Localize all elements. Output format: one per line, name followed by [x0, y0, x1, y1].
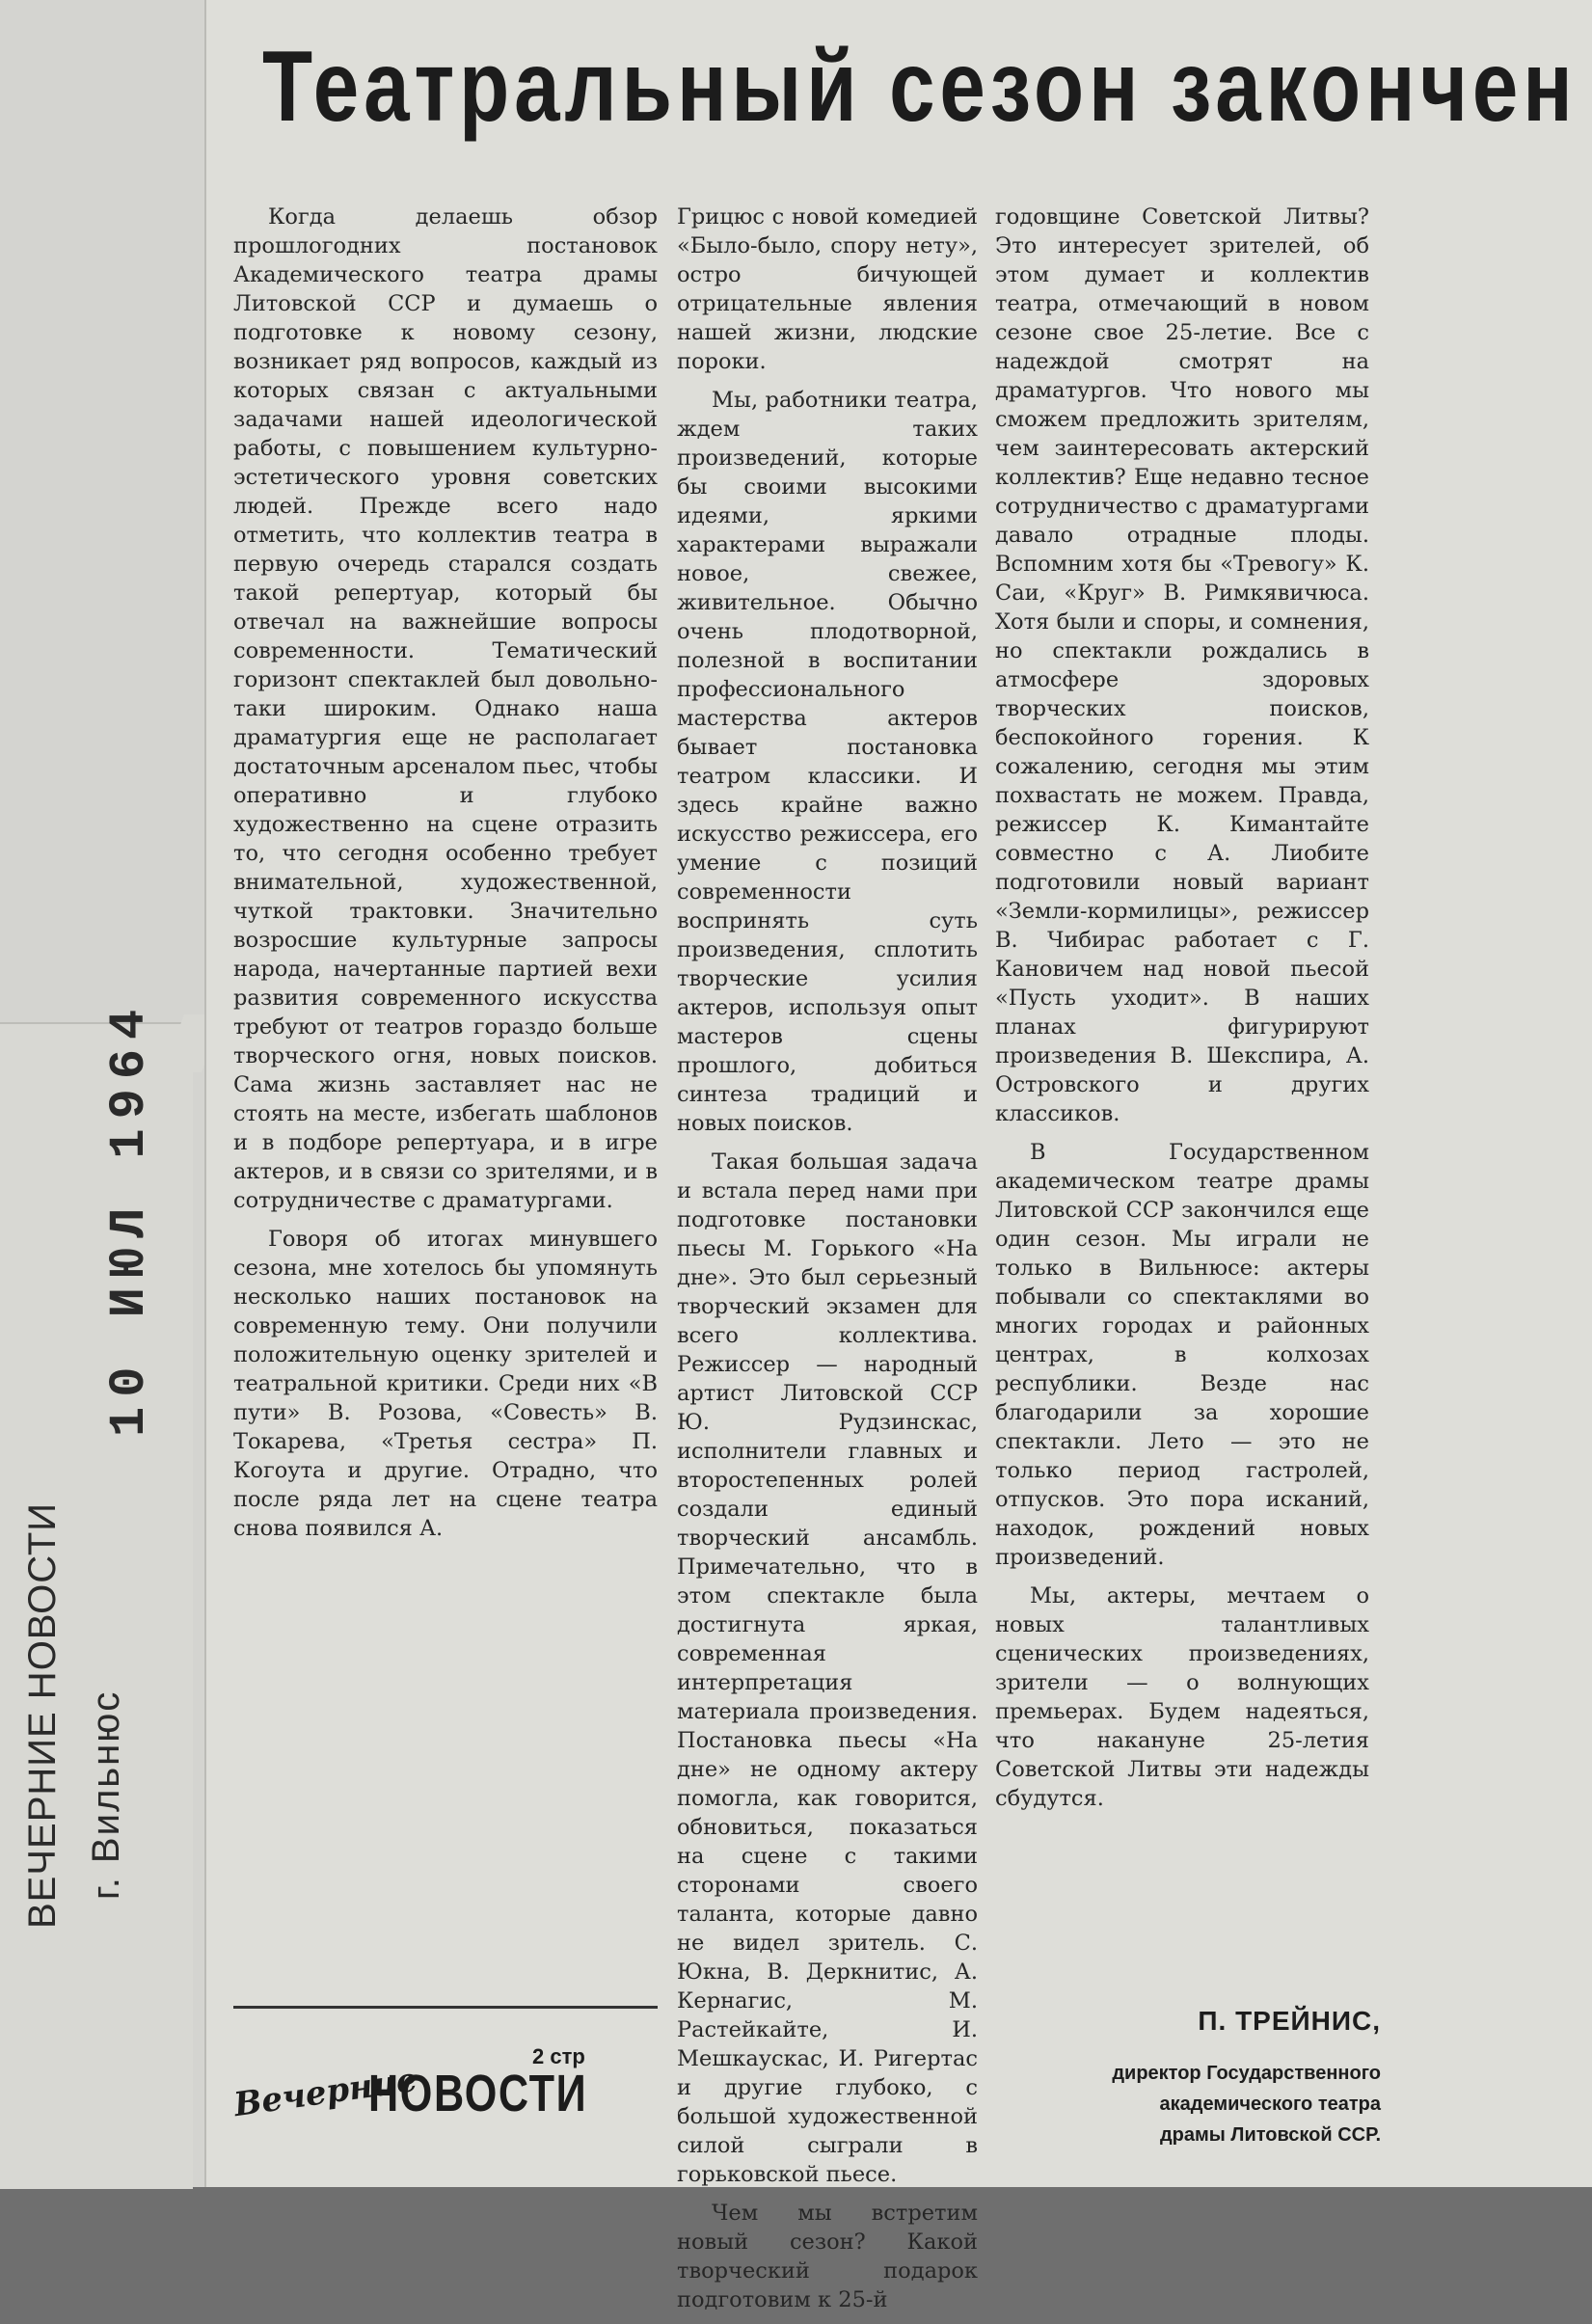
author-signature	[937, 2006, 1381, 2150]
newspaper-masthead	[233, 2044, 658, 2131]
paragraph: Говоря об итогах минувшего сезона, мне хотелось бы упомянуть несколько наших постановок на современную тему. Они получили положительную оценку зрителей и театральной критики. Среди них «В пути» В. Розова, «Совесть» В. Токарева, «Третья сестра» П. Когоута и другие. Отрадно, что после ряда лет на сцене театра снова появился А.	[233, 1227, 658, 1541]
source-city: г. Вильнюс	[85, 1689, 127, 1900]
paragraph: Мы, работники театра, ждем таких произведений, которые бы своими высокими идеями, яркими характерами выражали новое, свежее, живительное. Обычно очень плодотворной, полезной в воспитании профессионального мастерства актеров бывает постановка театром классики. И здесь крайне важно искусство режиссера, его умение с позиций современности воспринять суть произведения, сплотить творческие усилия актеров, используя опыт мастеров сцены прошлого, добиться синтеза традиций и новых поисков.	[677, 388, 978, 1136]
paragraph: Мы, актеры, мечтаем о новых талантливых сценических произведениях, зрители — о волнующих премьерах. Будем надеяться, что накануне 25-летия Советской Литвы эти надежды сбудутся.	[995, 1583, 1369, 1811]
paragraph: Такая большая задача и встала перед нами при подготовке постановки пьесы М. Горького «На дне». Это был серьезный творческий экзамен для всего коллектива. Режиссер — народный артист Литовской ССР Ю. Рудзинскас, исполнители главных и второстепенных ролей создали единый творческий ансамбль. Примечательно, что в этом спектакле была достигнута яркая, современная интерпретация материала произведения. Постановка пьесы «На дне» не одному актеру помогла, как говорится, обновиться, показаться на сцене с такими сторонами своего таланта, которые давно не видел зритель. С. Юкна, В. Деркнитис, А. Кернагис, М. Растейкайте, И. Мешкаускас, И. Ригертас и другие глубоко, с большой художественной силой сыграли в горьковской пьесе.	[677, 1149, 978, 2187]
paragraph: Когда делаешь обзор прошлогодних постановок Академического театра драмы Литовской ССР и думаешь о подготовке к новому сезону, возникает ряд вопросов, каждый из которых связан с актуальными задачами нашей идеологической работы, с повышением культурно-эстетического уровня советских людей. Прежде всего надо отметить, что коллектив театра в первую очередь старался создать такой репертуар, который бы отвечал на важнейшие вопросы современности. Тематический горизонт спектаклей был довольно-таки широким. Однако наша драматургия еще не располагает достаточным арсеналом пьес, чтобы оперативно и глубоко художественно на сцене отразить то, что сегодня особенно требует внимательной, художественной, чуткой трактовки. Значительно возросшие культурные запросы народа, начертанные партией вехи развития современного искусства требуют от театров гораздо больше творческого огня, новых поисков. Сама жизнь заставляет нас не стоять на месте, избегать шаблонов и в подборе репертуара, и в игре актеров, и в связи со зрителями, и в сотрудничестве с драматургами.	[233, 204, 658, 1213]
paragraph: В Государственном академическом театре драмы Литовской ССР закончился еще один сезон. Мы играли не только в Вильнюсе: актеры побывали со спектаклями во многих городах и районных центрах, в колхозах республики. Везде нас благодарили за хорошие спектакли. Лето — это не только период гастролей, отпусков. Это пора исканий, находок, рождений новых произведений.	[995, 1140, 1369, 1570]
article-column-1	[233, 203, 658, 1553]
paragraph: годовщине Советской Литвы? Это интересует зрителей, об этом думает и коллектив театра, отмечающий в новом сезоне свое 25-летие. Все с надеждой смотрят на драматургов. Что нового мы сможем предложить зрителям, чем заинтересовать актерский коллектив? Еще недавно тесное сотрудничество с драматургами давало отрадные плоды. Вспомним хотя бы «Тревогу» К. Саи, «Круг» В. Римкявичюса. Хотя были и споры, и сомнения, но спектакли рождались в атмосфере здоровых творческих поисков, беспокойного горения. К сожалению, сегодня мы этим похвастать не можем. Правда, режиссер К. Кимантайте совместно с А. Лиобите подготовили новый вариант «Земли-кормилицы», режиссер В. Чибирас работает с Г. Кановичем над новой пьесой «Пусть уходит». В наших планах фигурируют произведения В. Шекспира, А. Островского и других классиков.	[995, 204, 1369, 1126]
source-newspaper-name: ВЕЧЕРНИЕ НОВОСТИ	[21, 1501, 64, 1929]
paragraph: Грицюс с новой комедией «Было-было, спору нету», остро бичующей отрицательные явления нашей жизни, людские пороки.	[677, 204, 978, 374]
divider-rule	[233, 2006, 658, 2009]
article-column-3	[995, 203, 1369, 1823]
masthead-title: НОВОСТИ	[368, 2065, 588, 2122]
author-title-line: драмы Литовской ССР.	[1159, 2124, 1381, 2146]
author-title-line: академического театра	[1159, 2094, 1381, 2115]
article-headline: Театральный сезон закончен	[262, 31, 1578, 143]
page-number: 2 стр	[532, 2044, 585, 2068]
article-column-2	[677, 203, 978, 2324]
newspaper-article	[204, 0, 1592, 2312]
author-title-line: директор Государственного	[1112, 2063, 1381, 2084]
date-stamp: 10 ИЮЛ 1964	[101, 999, 158, 1437]
masthead-script: Вечерние	[231, 2060, 420, 2125]
author-name: П. ТРЕЙНИС,	[1198, 2006, 1381, 2036]
paragraph: Чем мы встретим новый сезон? Какой творческий подарок подготовим к 25-й	[677, 2201, 978, 2312]
